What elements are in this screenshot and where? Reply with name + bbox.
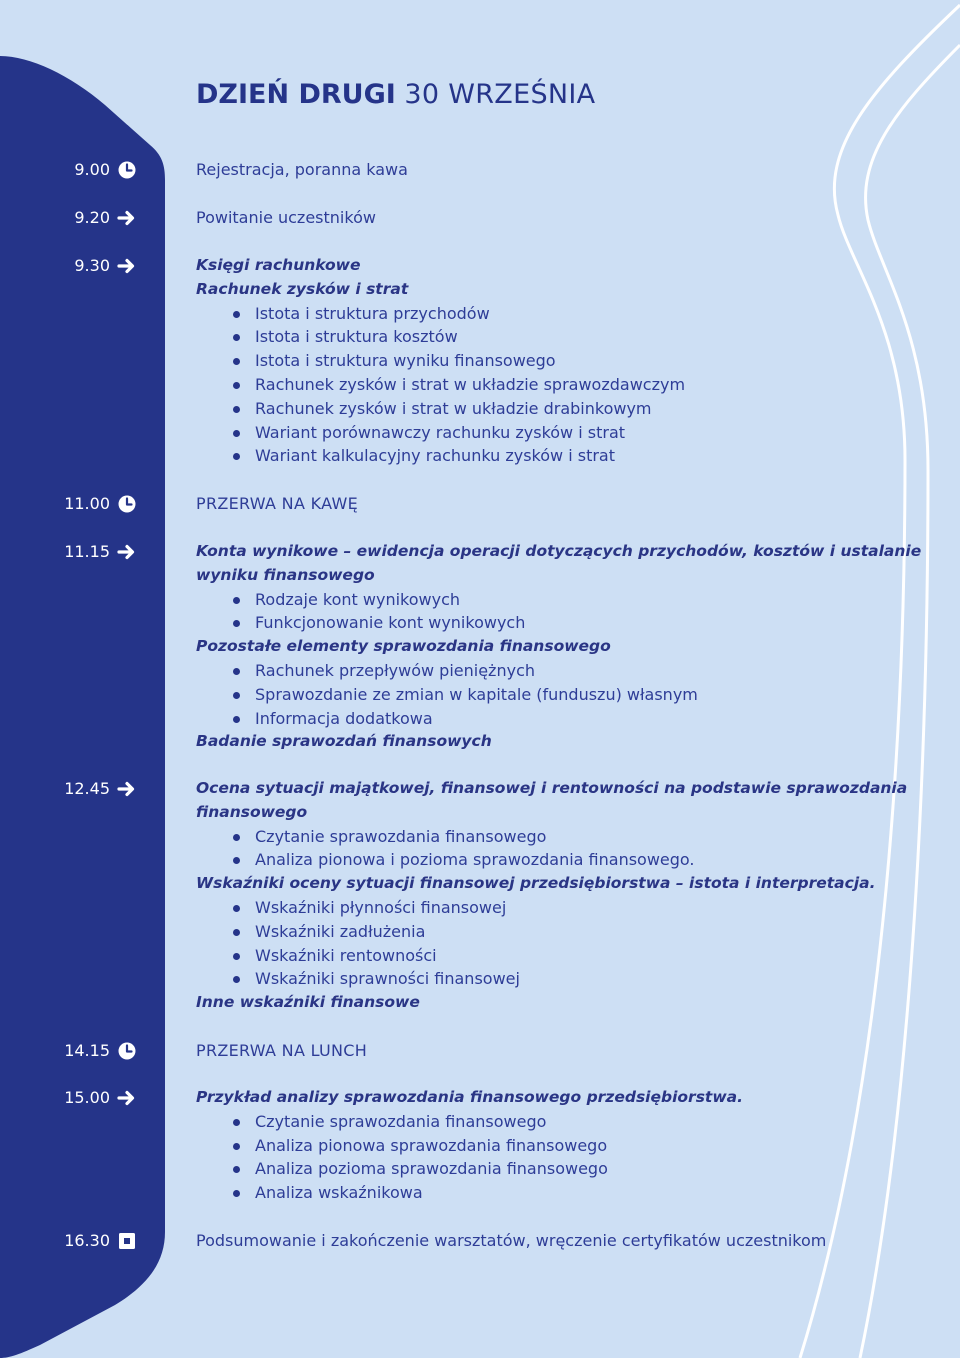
slot-time: 9.00: [74, 160, 110, 179]
bullet-item: Analiza pozioma sprawozdania finansowego: [196, 1157, 896, 1181]
topic-heading: Księgi rachunkowe: [196, 256, 361, 274]
topic-heading: Ocena sytuacji majątkowej, finansowej i rentowności na podstawie sprawozdania: [196, 779, 908, 797]
bullet-item: Analiza wskaźnikowa: [196, 1181, 896, 1205]
slot-content: [196, 1086, 896, 1205]
bullet-item: Wskaźniki sprawności finansowej: [196, 967, 896, 991]
topic-heading: finansowego: [196, 802, 308, 821]
arrow-right-icon: [117, 256, 137, 276]
stop-square-icon: [117, 1231, 137, 1251]
slot-content: [196, 492, 896, 516]
bullet-item: Rachunek zysków i strat w układzie sprawozdawczym: [196, 373, 896, 397]
bullet-item: Istota i struktura wyniku finansowego: [196, 349, 896, 373]
slot-time: 9.20: [74, 208, 110, 227]
topic-heading: Wskaźniki oceny sytuacji finansowej przedsiębiorstwa – istota i interpretacja.: [196, 874, 876, 893]
arrow-right-icon: [117, 779, 137, 799]
slot-content: [196, 158, 896, 182]
arrow-right-icon: [117, 542, 137, 562]
bullet-item: Analiza pionowa i pozioma sprawozdania finansowego.: [196, 848, 896, 872]
topic-heading: Pozostałe elementy sprawozdania finansowego: [196, 637, 611, 656]
bullet-item: Rodzaje kont wynikowych: [196, 588, 896, 612]
bullet-item: Wariant porównawczy rachunku zysków i strat: [196, 421, 896, 445]
clock-icon: [117, 1041, 137, 1061]
bullet-item: Sprawozdanie ze zmian w kapitale (funduszu) własnym: [196, 683, 896, 707]
topic-heading: Przykład analizy sprawozdania finansowego przedsiębiorstwa.: [196, 1088, 743, 1106]
slot-content: [196, 206, 896, 230]
title-date: 30 WRZEŚNIA: [404, 79, 596, 110]
page-title: [196, 78, 595, 112]
slot-content: [196, 254, 896, 468]
bullet-item: Istota i struktura kosztów: [196, 325, 896, 349]
break-label: PRZERWA NA LUNCH: [196, 1041, 368, 1060]
slot-content: [196, 1039, 896, 1063]
topic-heading: Konta wynikowe – ewidencja operacji dotyczących przychodów, kosztów i ustalanie: [196, 542, 922, 560]
slot-time: 14.15: [64, 1041, 110, 1060]
topic-heading: Inne wskaźniki finansowe: [196, 993, 420, 1012]
topic-heading: wyniku finansowego: [196, 565, 375, 584]
slot-content: [196, 540, 922, 754]
slot-content: [196, 777, 908, 1015]
arrow-right-icon: [117, 208, 137, 228]
bullet-item: Funkcjonowanie kont wynikowych: [196, 611, 896, 635]
bullet-item: Rachunek przepływów pieniężnych: [196, 659, 896, 683]
slot-content: [196, 1229, 896, 1253]
bullet-item: Wskaźniki rentowności: [196, 944, 896, 968]
slot-time: 16.30: [64, 1231, 110, 1250]
slot-time: 11.15: [64, 542, 110, 561]
bullet-item: Czytanie sprawozdania finansowego: [196, 825, 896, 849]
clock-icon: [117, 160, 137, 180]
bullet-item: Wskaźniki płynności finansowej: [196, 896, 896, 920]
bullet-item: Czytanie sprawozdania finansowego: [196, 1110, 896, 1134]
agenda-text: Podsumowanie i zakończenie warsztatów, wręczenie certyfikatów uczestnikom: [196, 1231, 827, 1250]
bullet-item: Analiza pionowa sprawozdania finansowego: [196, 1134, 896, 1158]
arrow-right-icon: [117, 1088, 137, 1108]
topic-heading: Badanie sprawozdań finansowych: [196, 732, 492, 751]
clock-icon: [117, 494, 137, 514]
agenda-text: Powitanie uczestników: [196, 208, 376, 227]
slot-time: 12.45: [64, 779, 110, 798]
bullet-item: Wariant kalkulacyjny rachunku zysków i strat: [196, 444, 896, 468]
bullet-item: Wskaźniki zadłużenia: [196, 920, 896, 944]
topic-heading: Rachunek zysków i strat: [196, 279, 409, 298]
bullet-item: Informacja dodatkowa: [196, 707, 896, 731]
slot-time: 11.00: [64, 494, 110, 513]
agenda-text: Rejestracja, poranna kawa: [196, 160, 408, 179]
slot-time: 15.00: [64, 1088, 110, 1107]
break-label: PRZERWA NA KAWĘ: [196, 494, 358, 513]
title-day: DZIEŃ DRUGI: [196, 79, 396, 110]
bullet-item: Istota i struktura przychodów: [196, 302, 896, 326]
slot-time: 9.30: [74, 256, 110, 275]
bullet-item: Rachunek zysków i strat w układzie drabinkowym: [196, 397, 896, 421]
